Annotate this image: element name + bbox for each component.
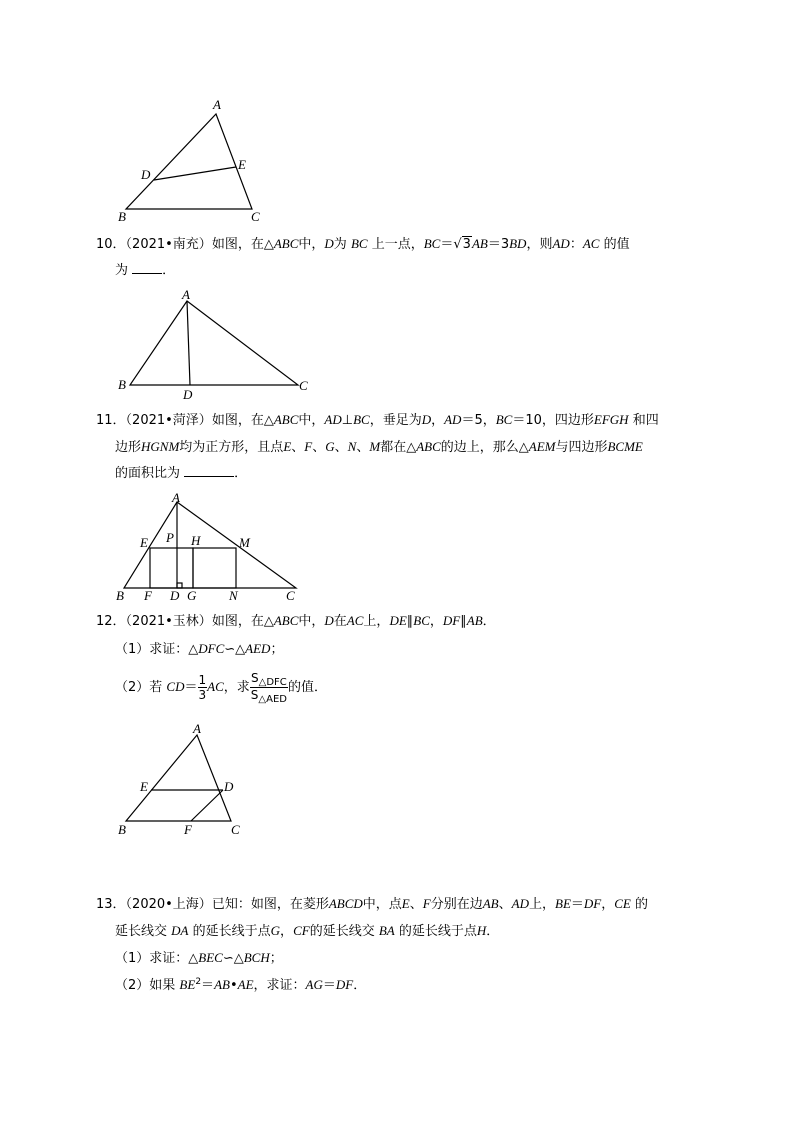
q11-abc: ABC [416, 439, 441, 454]
q12-df: DF [442, 613, 461, 628]
sqrt-3: √3 [453, 237, 471, 252]
q11-line-1 [96, 410, 659, 431]
q13-da: DA [171, 923, 189, 938]
q12-bc: BC [413, 613, 430, 628]
q13-text: 延长线交 [115, 924, 168, 939]
q11-bc: BC [353, 412, 370, 427]
label-c: C [231, 822, 240, 837]
q13-text: 分别在边 [430, 897, 483, 912]
q10-abc: ABC [273, 236, 299, 251]
q11-text: ， [431, 413, 445, 428]
label-a: A [182, 287, 190, 302]
fraction-denominator: 3 [198, 688, 207, 702]
q12-text: ∥ [406, 614, 414, 629]
q12-line-1 [96, 611, 496, 632]
q10-source: （2021•南充） [125, 237, 212, 252]
q11-text: ，垂足为 [369, 413, 422, 428]
q10-d: D [324, 236, 334, 251]
q11-text: 、 [312, 440, 326, 455]
label-b: B [118, 822, 126, 837]
figure-q10-triangle [110, 287, 320, 402]
q11-d: D [421, 412, 432, 427]
q13-text: 已知：如图，在菱形 [211, 897, 329, 912]
q13-text: 的 [635, 897, 649, 912]
label-d: D [224, 779, 234, 794]
square-efgh [150, 548, 193, 588]
q11-g: G [325, 439, 335, 454]
q11-ad: AD [324, 412, 342, 427]
q13-cf: CF [293, 923, 310, 938]
q11-ad: AD [444, 412, 462, 427]
q13-ag: AG [305, 977, 323, 992]
q12-text: ， [429, 614, 443, 629]
q13-text: 、 [498, 897, 512, 912]
figure-q9-triangle [110, 95, 280, 225]
label-d: D [141, 167, 151, 182]
q13-ce: CE [614, 896, 631, 911]
q11-text: 、 [334, 440, 348, 455]
q11-f: F [304, 439, 313, 454]
q13-part-1 [115, 948, 283, 969]
segment-df [191, 790, 223, 821]
q13-number: 13． [96, 897, 126, 912]
q11-text: 的面积比为 [115, 466, 181, 481]
label-e: E [238, 157, 246, 172]
q13-text: 的延长线于点 [398, 924, 477, 939]
q11-m: M [369, 439, 381, 454]
q13-text: 上， [528, 897, 555, 912]
q11-text: 如图，在△ [211, 413, 274, 428]
label-a: A [193, 721, 201, 736]
q11-text: 中， [298, 413, 325, 428]
q13-text: ＝ [201, 978, 215, 993]
q12-text: （2）若 [115, 680, 163, 695]
q13-text: ＝ [570, 897, 584, 912]
q13-ae: AE [237, 977, 254, 992]
q13-text: （1）求证：△ [115, 951, 199, 966]
q11-number: 11． [96, 413, 126, 428]
q13-bch: BCH [243, 950, 270, 965]
label-n: N [229, 588, 238, 603]
q10-text: ＝ [440, 237, 454, 252]
q10-bc: BC [423, 236, 441, 251]
q13-text: • [229, 978, 238, 993]
q13-text: ． [486, 924, 500, 939]
q11-text: 的边上，那么△ [440, 440, 529, 455]
q13-text: ， [280, 924, 294, 939]
q10-number: 10． [96, 237, 126, 252]
label-b: B [118, 209, 126, 224]
q10-text: ＝3 [487, 237, 510, 252]
q13-h: H [476, 923, 487, 938]
q10-ad: AD [552, 236, 570, 251]
q13-source: （2020•上海） [125, 897, 212, 912]
label-m: M [239, 535, 250, 550]
q13-f: F [422, 896, 431, 911]
fraction-numerator [250, 671, 288, 688]
triangle-abc [126, 114, 252, 209]
label-f: F [184, 822, 192, 837]
q10-bc: BC [350, 236, 368, 251]
q13-g: G [270, 923, 281, 938]
label-h: H [191, 533, 201, 548]
q12-d: D [324, 613, 334, 628]
fraction-denominator [250, 688, 288, 704]
label-c: C [251, 209, 260, 224]
area-subscript: △AED [258, 694, 287, 705]
q13-text: ＝ [322, 978, 336, 993]
figure-q12-triangle [110, 720, 260, 840]
q11-text: 都在△ [380, 440, 417, 455]
q13-text: ∽△ [222, 951, 244, 966]
q13-e: E [401, 896, 410, 911]
fraction-one-third [198, 673, 208, 702]
q13-line-1 [96, 894, 648, 915]
q12-ac: AC [207, 679, 224, 694]
q12-text: ∥ [460, 614, 467, 629]
q13-text: ； [269, 951, 283, 966]
q10-line-1 [96, 234, 630, 255]
q11-aem: AEM [528, 439, 556, 454]
q13-abcd: ABCD [328, 896, 363, 911]
label-c: C [299, 378, 308, 393]
label-e: E [140, 779, 148, 794]
q12-text: ； [270, 642, 284, 657]
q12-part-2 [115, 670, 327, 705]
q12-text: 中， [298, 614, 325, 629]
q11-efgh: EFGH [593, 412, 629, 427]
q11-text: 与四边形 [555, 440, 608, 455]
q13-ab: AB [214, 977, 230, 992]
q10-text: ，则 [526, 237, 553, 252]
q11-text: 边形 [115, 440, 142, 455]
q11-bc: BC [495, 412, 513, 427]
q10-text: 为 [115, 263, 129, 278]
q10-text: ． [162, 263, 176, 278]
q13-be: BE [179, 977, 196, 992]
answer-blank[interactable] [132, 261, 162, 274]
q11-text: ． [234, 466, 248, 481]
q10-text: 中， [298, 237, 325, 252]
q12-text: （1）求证：△ [115, 642, 199, 657]
q10-line-2 [115, 261, 175, 281]
q13-text: 中，点 [362, 897, 402, 912]
triangle-abc [130, 301, 298, 385]
q11-text: 和四 [632, 413, 659, 428]
q10-text: 的值 [603, 237, 630, 252]
q13-line-2 [115, 921, 499, 942]
q13-part-2 [115, 975, 366, 997]
q12-text: ∽△ [224, 642, 246, 657]
triangle-abc [126, 735, 231, 821]
q13-text: 的延长线交 [309, 924, 375, 939]
area-symbol: S [250, 688, 259, 702]
q12-number: 12． [96, 614, 126, 629]
q12-abc: ABC [273, 613, 299, 628]
q13-ad: AD [511, 896, 529, 911]
q11-text: 均为正方形，且点 [179, 440, 284, 455]
q10-ab: AB [471, 236, 488, 251]
exponent: 2 [195, 977, 202, 987]
q12-text: ，求 [223, 680, 250, 695]
q11-line-2 [115, 437, 643, 458]
label-p: P [166, 530, 174, 545]
q13-text: ，求证： [253, 978, 306, 993]
q11-n: N [347, 439, 357, 454]
q11-e: E [283, 439, 292, 454]
label-d: D [170, 588, 180, 603]
q13-text: ． [353, 978, 367, 993]
q13-df: DF [335, 977, 354, 992]
area-symbol: S [251, 671, 259, 685]
q12-dfc: DFC [198, 641, 225, 656]
sqrt-radicand: 3 [462, 237, 471, 252]
label-d: D [183, 387, 193, 402]
q12-text: ＝ [184, 680, 198, 695]
q12-ab: AB [466, 613, 483, 628]
q13-text: 、 [409, 897, 423, 912]
q11-abc: ABC [273, 412, 299, 427]
q11-text: 、 [291, 440, 305, 455]
q13-ba: BA [378, 923, 395, 938]
q12-part-1 [115, 639, 283, 660]
q12-text: 上， [363, 614, 390, 629]
q12-text: 在 [333, 614, 347, 629]
q11-text: ＝5， [461, 413, 496, 428]
q12-text: 的值． [287, 680, 327, 695]
q13-ab: AB [482, 896, 499, 911]
q10-text: ： [569, 237, 583, 252]
q11-text: ⊥ [341, 413, 354, 428]
fraction-numerator: 1 [198, 673, 207, 687]
q12-text: 如图，在△ [211, 614, 274, 629]
q10-text: 为 [333, 237, 347, 252]
q12-text: ． [482, 614, 496, 629]
label-b: B [118, 377, 126, 392]
answer-blank[interactable] [184, 464, 234, 477]
q13-bec: BEC [198, 950, 223, 965]
q13-text: （2）如果 [115, 978, 176, 993]
label-a: A [213, 97, 221, 112]
label-f: F [144, 588, 152, 603]
q12-de: DE [389, 613, 407, 628]
segment-de [154, 167, 236, 180]
q10-text: 上一点， [371, 237, 424, 252]
square-hgnm [193, 548, 236, 588]
q11-line-3 [115, 464, 247, 484]
q10-ac: AC [582, 236, 600, 251]
q11-bcme: BCME [607, 439, 643, 454]
q13-text: 的延长线于点 [192, 924, 271, 939]
q10-bd: BD [509, 236, 527, 251]
q11-hgnm: HGNM [141, 439, 180, 454]
label-e: E [140, 535, 148, 550]
q10-text: 如图，在△ [211, 237, 274, 252]
q11-text: 、 [356, 440, 370, 455]
q12-cd: CD [166, 679, 185, 694]
area-subscript: △DFC [258, 677, 287, 688]
figure-q11-triangle-squares [110, 490, 310, 605]
segment-ad [187, 301, 190, 385]
q12-ac: AC [346, 613, 364, 628]
q12-aed: AED [245, 641, 271, 656]
label-g: G [187, 588, 197, 603]
label-c: C [286, 588, 295, 603]
q12-source: （2021•玉林） [125, 614, 212, 629]
label-a: A [172, 490, 180, 505]
q13-be: BE [555, 896, 571, 911]
q11-source: （2021•菏泽） [125, 413, 212, 428]
q11-text: ＝10，四边形 [512, 413, 594, 428]
label-b: B [116, 588, 124, 603]
q13-text: ， [601, 897, 615, 912]
q13-df: DF [583, 896, 602, 911]
fraction-area-ratio [250, 671, 288, 704]
